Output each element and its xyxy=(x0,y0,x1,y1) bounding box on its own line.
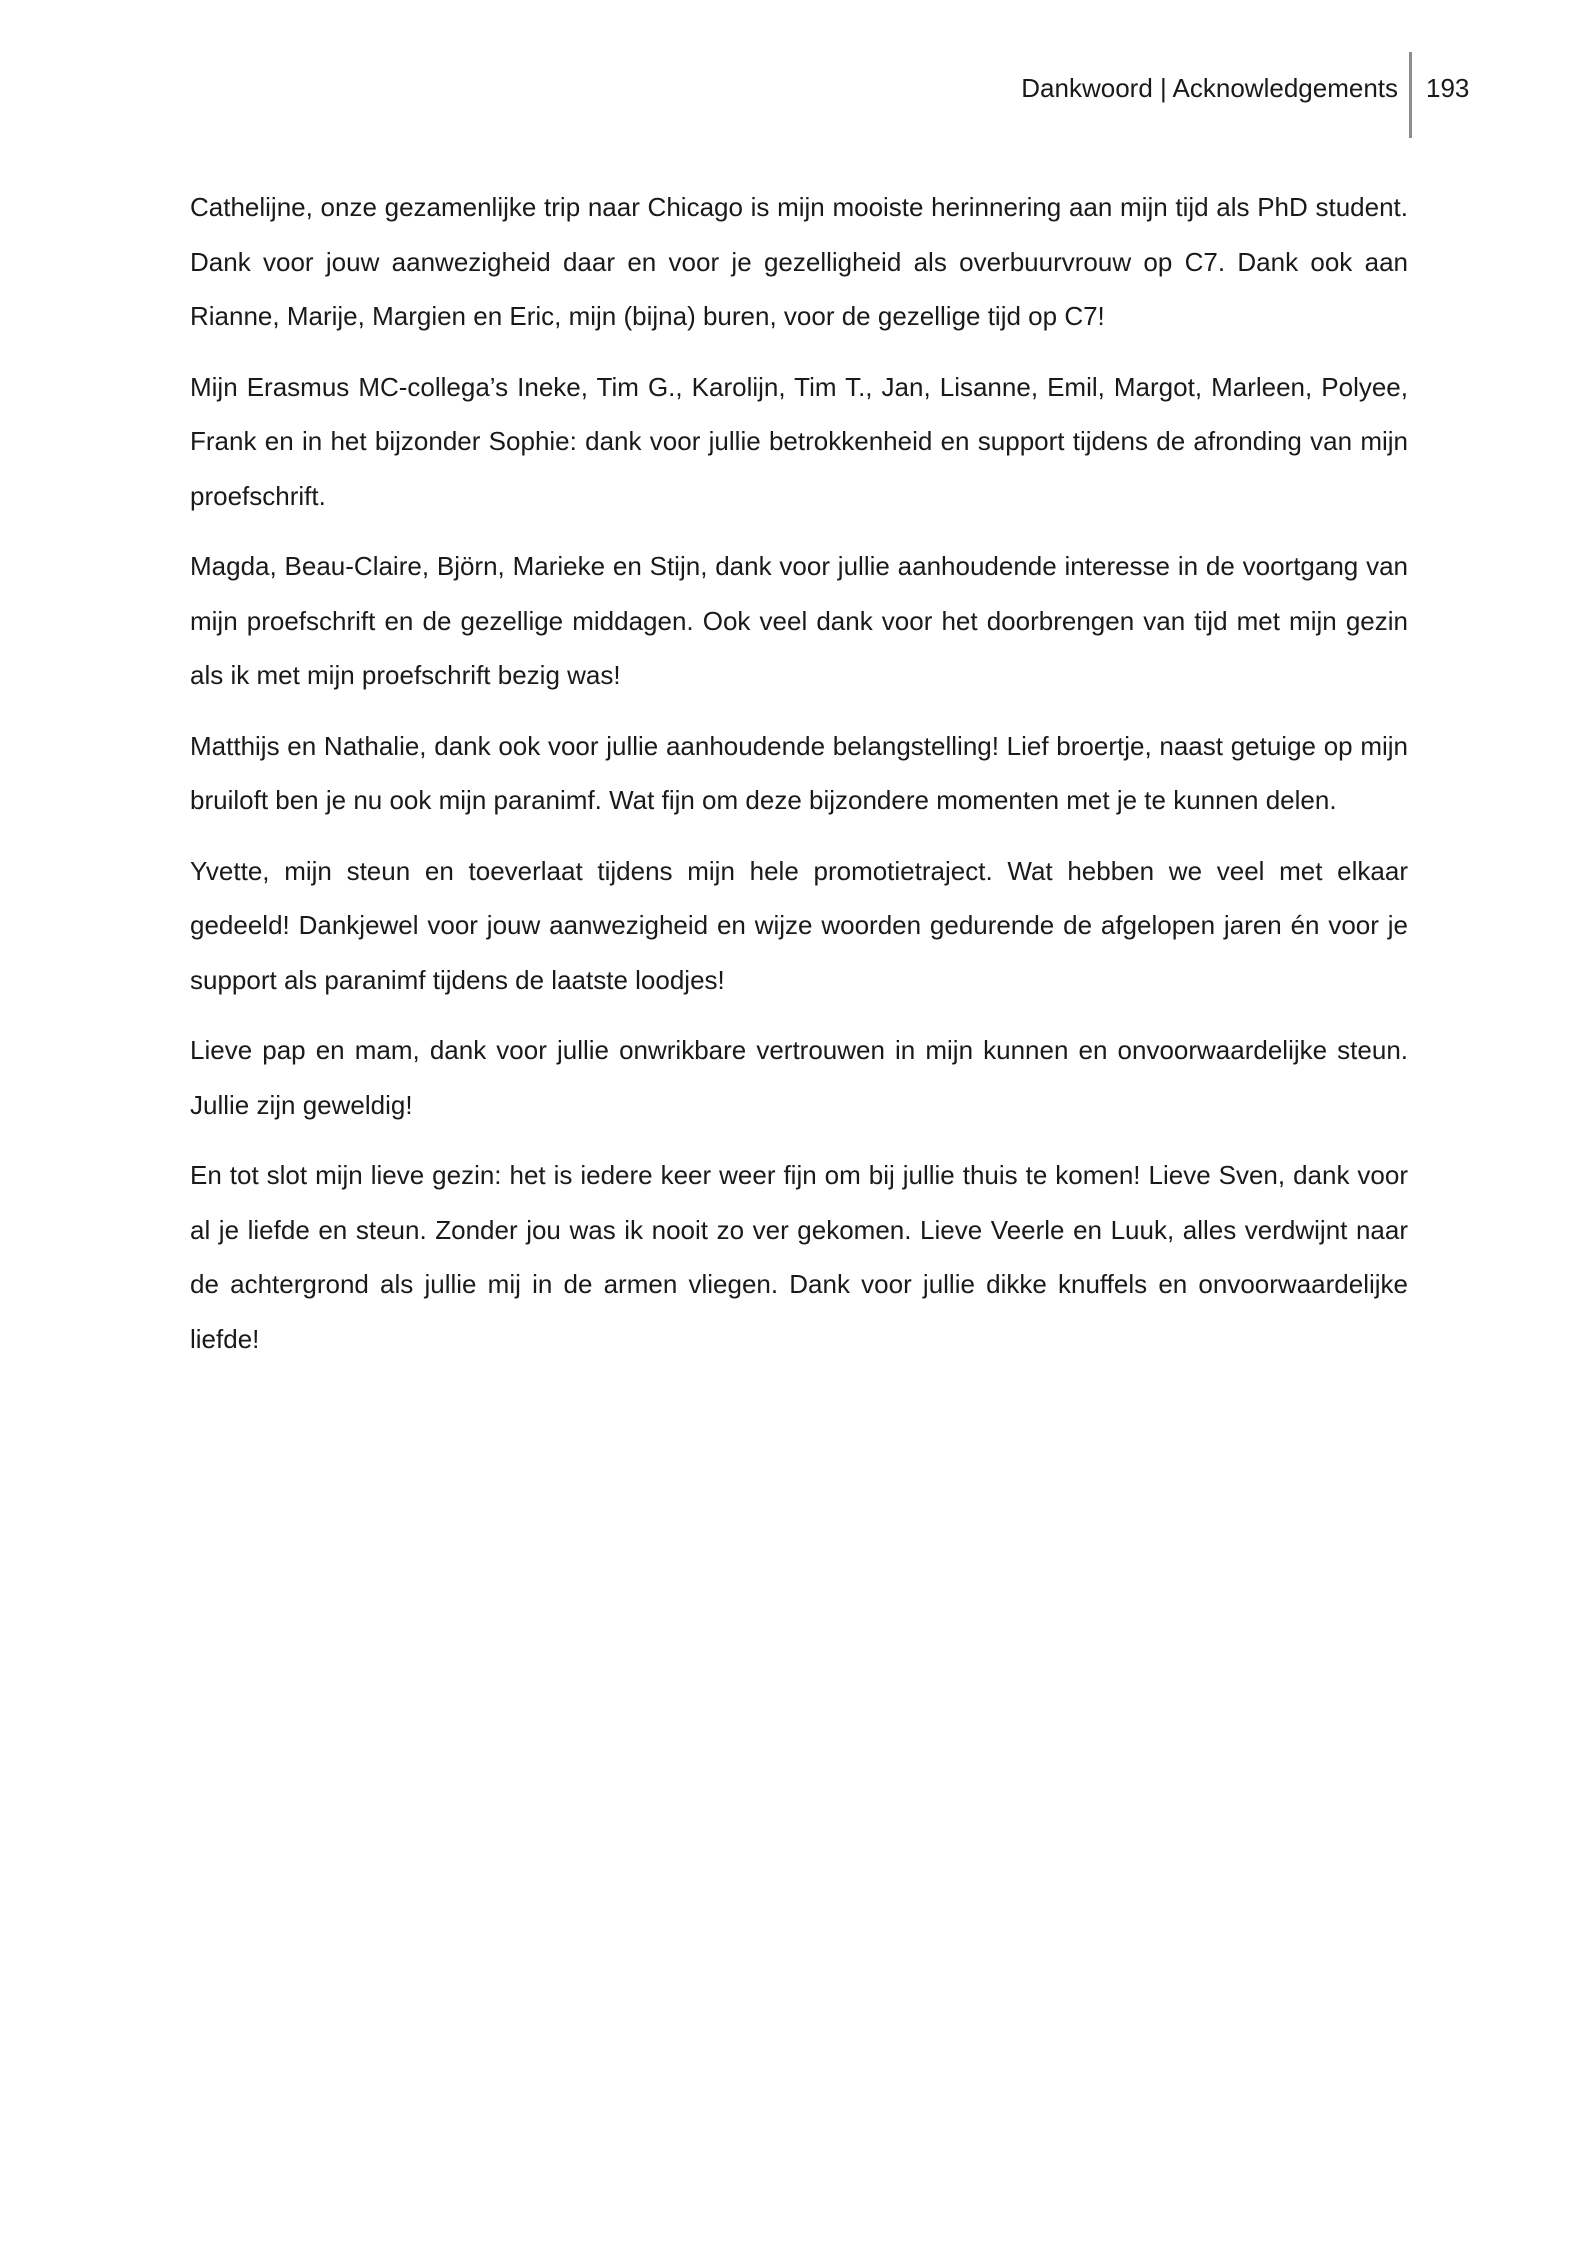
body-text xyxy=(190,180,1408,1382)
paragraph-magda: Magda, Beau-Claire, Björn, Marieke en Stijn, dank voor jullie aanhoudende interesse in de voortgang van mijn proefschrift en de gezellige middagen. Ook veel dank voor het doorbrengen van tijd met mijn gezin als ik met mijn proefschrift bezig was! xyxy=(190,551,1408,690)
running-header xyxy=(0,52,1594,140)
header-divider xyxy=(1409,52,1412,138)
page-number: 193 xyxy=(1426,73,1470,103)
paragraph-erasmus-colleagues: Mijn Erasmus MC-collega’s Ineke, Tim G., Karolijn, Tim T., Jan, Lisanne, Emil, Margot, Marleen, Polyee, Frank en in het bijzonder Sophie: dank voor jullie betrokkenheid en support tijdens de afronding van mijn proefschrift. xyxy=(190,371,1408,511)
paragraph-parents: Lieve pap en mam, dank voor jullie onwrikbare vertrouwen in mijn kunnen en onvoorwaardelijke steun. Jullie zijn geweldig! xyxy=(190,1035,1408,1120)
paragraph-matthijs: Matthijs en Nathalie, dank ook voor jullie aanhoudende belangstelling! Lief broertje, naast getuige op mijn bruiloft ben je nu ook mijn paranimf. Wat fijn om deze bijzondere momenten met je te kunnen delen. xyxy=(190,730,1408,815)
header-title: Dankwoord | Acknowledgements xyxy=(1021,73,1398,103)
paragraph-yvette: Yvette, mijn steun en toeverlaat tijdens mijn hele promotietraject. Wat hebben we veel met elkaar gedeeld! Dankjewel voor jouw aanwezigheid en wijze woorden gedurende de afgelopen jaren én voor je support als paranimf tijdens de laatste loodjes! xyxy=(190,855,1408,995)
paragraph-cathelijne: Cathelijne, onze gezamenlijke trip naar Chicago is mijn mooiste herinnering aan mijn tijd als PhD student. Dank voor jouw aanwezigheid daar en voor je gezelligheid als overbuurvrouw op C7. Dank ook aan Rianne, Marije, Margien en Eric, mijn (bijna) buren, voor de gezellige tijd op C7! xyxy=(190,192,1408,331)
paragraph-family: En tot slot mijn lieve gezin: het is iedere keer weer fijn om bij jullie thuis te komen! Lieve Sven, dank voor al je liefde en steun. Zonder jou was ik nooit zo ver gekomen. Lieve Veerle en Luuk, alles verdwijnt naar de achtergrond als jullie mij in de armen vliegen. Dank voor jullie dikke knuffels en onvoorwaardelijke liefde! xyxy=(190,1160,1408,1354)
